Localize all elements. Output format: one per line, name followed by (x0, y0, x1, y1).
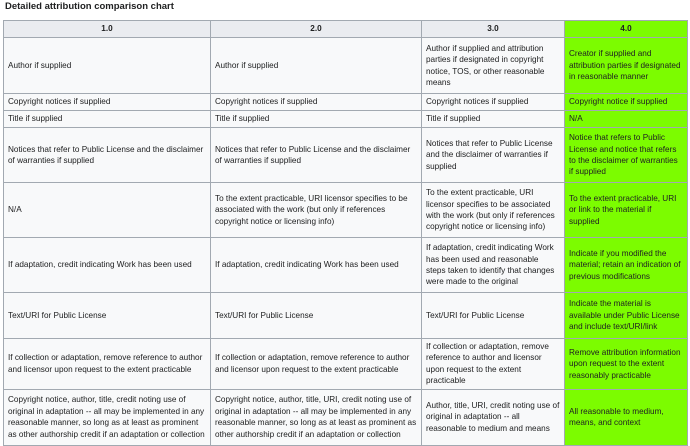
column-header-2-0: 2.0 (211, 21, 422, 38)
table-cell: Text/URI for Public License (211, 293, 422, 339)
table-cell: Remove attribution information upon request to the extent reasonably practicable (565, 339, 688, 390)
table-cell: Title if supplied (4, 111, 211, 128)
table-cell: Author if supplied (211, 38, 422, 94)
table-cell: Copyright notice, author, title, URI, credit noting use of original in adaptation -- all may be implemented in any reasonable manner, so long as at least as prominent as other authorship credit if an adaptation or collection (211, 389, 422, 445)
table-cell: Notices that refer to Public License and the disclaimer of warranties if supplied (422, 128, 565, 183)
table-cell: Title if supplied (211, 111, 422, 128)
table-cell: Copyright notice, author, title, credit noting use of original in adaptation -- all may be implemented in any reasonable manner, so long as at least as prominent as other authorship credit if an adaptation or collection (4, 389, 211, 445)
table-cell: Author if supplied (4, 38, 211, 94)
table-cell: If adaptation, credit indicating Work has been used and reasonable steps taken to identify that changes were made to the original (422, 238, 565, 293)
table-cell: If adaptation, credit indicating Work has been used (4, 238, 211, 293)
table-cell: Notices that refer to Public License and the disclaimer of warranties if supplied (4, 128, 211, 183)
column-header-1-0: 1.0 (4, 21, 211, 38)
column-header-4-0: 4.0 (565, 21, 688, 38)
table-cell: If collection or adaptation, remove reference to author and licensor upon request to the extent practicable (422, 339, 565, 390)
table-row (4, 94, 688, 111)
table-cell: To the extent practicable, URI licensor specifies to be associated with the work (but only if references copyright notice or licensing info) (422, 183, 565, 238)
table-cell: Author, title, URI, credit noting use of original in adaptation -- all reasonable to medium and means (422, 389, 565, 445)
table-cell: If collection or adaptation, remove reference to author and licensor upon request to the extent practicable (4, 339, 211, 390)
table-cell: Creator if supplied and attribution parties if designated in reasonable manner (565, 38, 688, 94)
table-cell: Indicate the material is available under Public License and include text/URI/link (565, 293, 688, 339)
table-cell: Indicate if you modified the material; retain an indication of previous modifications (565, 238, 688, 293)
header-row (4, 21, 688, 38)
table-cell: Copyright notices if supplied (211, 94, 422, 111)
table-caption: Detailed attribution comparison chart (5, 1, 174, 12)
table-cell: If adaptation, credit indicating Work has been used (211, 238, 422, 293)
table-row (4, 38, 688, 94)
table-cell: Author if supplied and attribution parties if designated in copyright notice, TOS, or other reasonable means (422, 38, 565, 94)
table-row (4, 111, 688, 128)
table-cell: To the extent practicable, URI or link to the material if supplied (565, 183, 688, 238)
table-row (4, 389, 688, 445)
table-cell: Copyright notice if supplied (565, 94, 688, 111)
table-cell: Notices that refer to Public License and the disclaimer of warranties if supplied (211, 128, 422, 183)
table-row (4, 183, 688, 238)
table-cell: N/A (565, 111, 688, 128)
attribution-comparison-table (3, 20, 688, 446)
table-cell: Copyright notices if supplied (4, 94, 211, 111)
table-row (4, 238, 688, 293)
table-row (4, 339, 688, 390)
table-cell: Copyright notices if supplied (422, 94, 565, 111)
table-cell: N/A (4, 183, 211, 238)
table-row (4, 128, 688, 183)
table-cell: Title if supplied (422, 111, 565, 128)
column-header-3-0: 3.0 (422, 21, 565, 38)
table-cell: Text/URI for Public License (4, 293, 211, 339)
table-cell: Text/URI for Public License (422, 293, 565, 339)
table-cell: All reasonable to medium, means, and context (565, 389, 688, 445)
table-cell: To the extent practicable, URI licensor specifies to be associated with the work (but only if references copyright notice or licensing info) (211, 183, 422, 238)
table-cell: If collection or adaptation, remove reference to author and licensor upon request to the extent practicable (211, 339, 422, 390)
table-cell: Notice that refers to Public License and notice that refers to the disclaimer of warranties if supplied (565, 128, 688, 183)
table-row (4, 293, 688, 339)
